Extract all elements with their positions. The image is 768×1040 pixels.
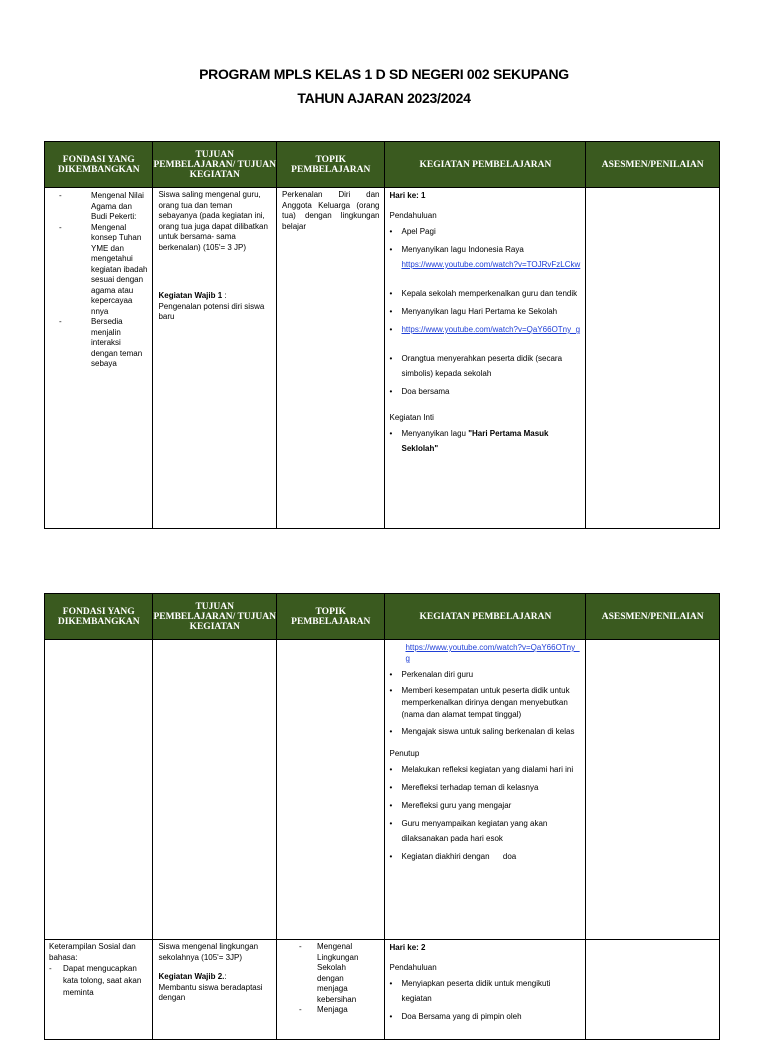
fondasi-cell	[45, 188, 153, 529]
list-item: • Menyanyikan lagu Hari Pertama ke Sekolah	[389, 307, 558, 316]
header-topik: TOPIK PEMBELAJARAN	[277, 142, 385, 188]
fondasi-title: Keterampilan Sosial dan bahasa:	[49, 942, 136, 962]
topik-cell	[277, 640, 385, 940]
kegiatan-wajib-text: Membantu siswa beradaptasi dengan	[158, 982, 263, 1002]
list-item: • Kegiatan diakhiri dengan doa	[389, 852, 517, 861]
list-item: • Memberi kesempatan untuk peserta didik untuk memperkenalkan dirinya dengan menyebutkan (nama dan alamat tempat tinggal)	[389, 686, 570, 719]
asesmen-cell	[586, 640, 720, 940]
header-fondasi: FONDASI YANG DIKEMBANGKAN	[45, 142, 153, 188]
program-table-page-1	[44, 141, 720, 529]
tujuan-text: Siswa saling mengenal guru, orang tua dan teman sebayanya (pada kegiatan ini, orang tua juga dapat dilibatkan untuk bersama- sama berkenalan) (105'= 3 JP)	[158, 190, 268, 252]
youtube-link[interactable]: https://www.youtube.com/watch?v=QaY66OTny_g	[405, 643, 580, 663]
list-item: • Orangtua menyerahkan peserta didik (secara simbolis) kepada sekolah	[389, 354, 563, 378]
list-item: • Menyiapkan peserta didik untuk mengikuti kegiatan	[389, 979, 551, 1003]
kegiatan-wajib-label: Kegiatan Wajib 1 :	[158, 291, 227, 300]
header-kegiatan: KEGIATAN PEMBELAJARAN	[385, 594, 586, 640]
document-title: PROGRAM MPLS KELAS 1 D SD NEGERI 002 SEKUPANG	[199, 66, 569, 82]
kegiatan-wajib-text: Pengenalan potensi diri siswa baru	[158, 301, 265, 321]
kegiatan-cell	[385, 940, 586, 1040]
list-item: • Merefleksi guru yang mengajar	[389, 801, 512, 810]
topik-text: Perkenalan Diri dan Anggota Keluarga (orang tua) dengan lingkungan belajar	[282, 190, 380, 231]
fondasi-cell	[45, 640, 153, 940]
fondasi-item: - Bersedia menjalin interaksi dengan teman sebaya	[59, 317, 143, 368]
table-header-row	[45, 594, 720, 640]
table-row	[45, 188, 720, 529]
kegiatan-inti-label: Kegiatan Inti	[389, 413, 434, 422]
header-fondasi: FONDASI YANG DIKEMBANGKAN	[45, 594, 153, 640]
topik-item: - Mengenal Lingkungan Sekolah dengan menjaga kebersihan	[299, 942, 359, 1004]
list-item: • Menyanyikan lagu "Hari Pertama Masuk Seklolah"	[389, 429, 549, 453]
list-item: • Apel Pagi	[389, 227, 436, 236]
list-item: • https://www.youtube.com/watch?v=QaY66OTny_g	[389, 325, 581, 334]
tujuan-cell	[153, 640, 277, 940]
table-row	[45, 640, 720, 940]
list-item: • Mengajak siswa untuk saling berkenalan di kelas	[389, 727, 575, 736]
list-item: • Doa bersama	[389, 387, 450, 396]
youtube-link[interactable]: https://www.youtube.com/watch?v=TOJRvFzLCkw	[401, 260, 581, 269]
tujuan-cell	[153, 940, 277, 1040]
penutup-label: Penutup	[389, 749, 420, 758]
asesmen-cell	[586, 940, 720, 1040]
topik-cell	[277, 940, 385, 1040]
topik-item: - Menjaga	[299, 1005, 348, 1014]
tujuan-cell	[153, 188, 277, 529]
header-tujuan: TUJUAN PEMBELAJARAN/ TUJUAN KEGIATAN	[153, 142, 277, 188]
header-asesmen: ASESMEN/PENILAIAN	[586, 594, 720, 640]
list-item: • Doa Bersama yang di pimpin oleh	[389, 1012, 522, 1021]
header-topik: TOPIK PEMBELAJARAN	[277, 594, 385, 640]
topik-cell	[277, 188, 385, 529]
header-tujuan: TUJUAN PEMBELAJARAN/ TUJUAN KEGIATAN	[153, 594, 277, 640]
header-asesmen: ASESMEN/PENILAIAN	[586, 142, 720, 188]
kegiatan-cell	[385, 640, 586, 940]
tujuan-text: Siswa mengenal lingkungan sekolahnya (105'= 3JP)	[158, 942, 259, 962]
youtube-link[interactable]: https://www.youtube.com/watch?v=QaY66OTny_g	[401, 325, 581, 334]
document-subtitle: TAHUN AJARAN 2023/2024	[297, 90, 471, 106]
list-item: • Guru menyampaikan kegiatan yang akan dilaksanakan pada hari esok	[389, 819, 548, 843]
list-item: • Perkenalan diri guru	[389, 670, 474, 679]
table-row	[45, 940, 720, 1040]
list-item: • Merefleksi terhadap teman di kelasnya	[389, 783, 539, 792]
header-kegiatan: KEGIATAN PEMBELAJARAN	[385, 142, 586, 188]
kegiatan-cell	[385, 188, 586, 529]
asesmen-cell	[586, 188, 720, 529]
kegiatan-wajib-label: Kegiatan Wajib 2.:	[158, 972, 227, 981]
fondasi-item: - Mengenal Nilai Agama dan Budi Pekerti:	[59, 191, 144, 221]
list-item: • Kepala sekolah memperkenalkan guru dan tendik	[389, 289, 578, 298]
table-header-row	[45, 142, 720, 188]
hari-label: Hari ke: 2	[389, 943, 426, 952]
list-item: • Melakukan refleksi kegiatan yang dialami hari ini	[389, 765, 574, 774]
pendahuluan-label: Pendahuluan	[389, 963, 437, 972]
program-table-page-2	[44, 593, 720, 1040]
list-item: • Menyanyikan lagu Indonesia Raya https://www.youtube.com/watch?v=TOJRvFzLCkw	[389, 245, 581, 269]
hari-label: Hari ke: 1	[389, 191, 426, 200]
fondasi-item: - Mengenal konsep Tuhan YME dan mengetahui kegiatan ibadah sesuai dengan agama atau kepercayaa nnya	[59, 222, 148, 316]
pendahuluan-label: Pendahuluan	[389, 211, 437, 220]
fondasi-item: - Dapat mengucapkan kata tolong, saat akan meminta	[49, 964, 142, 997]
fondasi-cell	[45, 940, 153, 1040]
